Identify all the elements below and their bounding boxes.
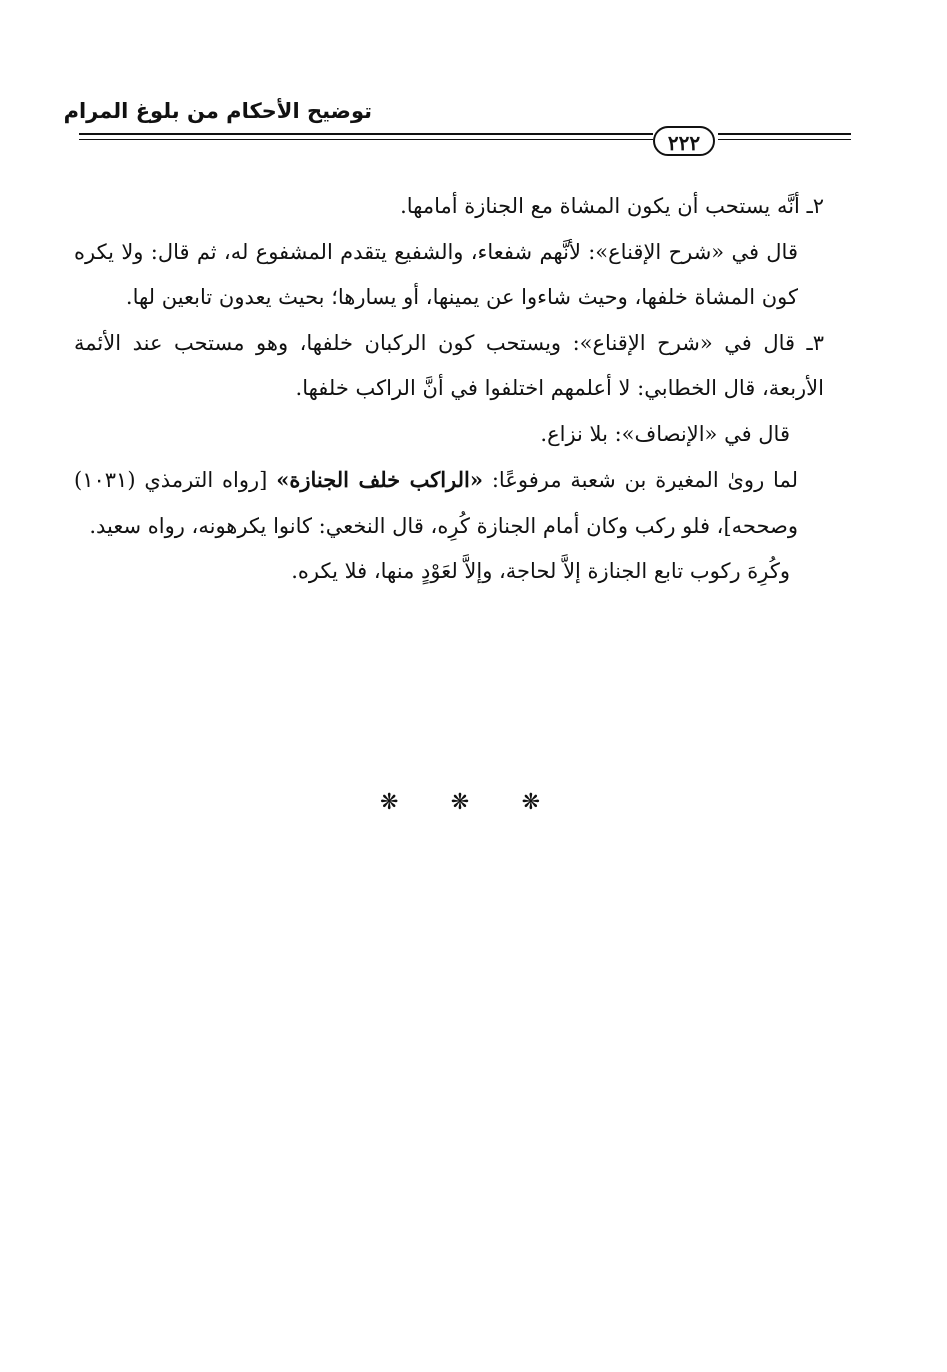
hadith-quote: «الراكب خلف الجنازة»	[276, 467, 484, 492]
separator-star-icon: ❋	[450, 790, 470, 815]
running-header-title: توضيح الأحكام من بلوغ المرام	[63, 99, 372, 123]
header-rule-right-bottom	[718, 139, 851, 140]
paragraph-sharh-iqna-quote: قال في «شرح الإقناع»: لأنَّهم شفعاء، والشفيع يتقدم المشفوع له، ثم قال: ولا يكره كون المشاة خلفها، وحيث شاءوا عن يمينها، أو يسارها؛ بحيث يعدون تابعين لها.	[74, 239, 798, 309]
header-rule-right-top	[718, 133, 851, 135]
paragraph-point-3: ٣ـ قال في «شرح الإقناع»: ويستحب كون الركبان خلفها، وهو مستحب عند الأئمة الأربعة، قال الخطابي: لا أعلمهم اختلفوا في أنَّ الراكب خلفها.	[74, 330, 824, 400]
paragraph-riding-ruling: وكُرِهَ ركوب تابع الجنازة إلاَّ لحاجة، وإلاَّ لعَوْدٍ منها، فلا يكره.	[291, 559, 790, 583]
paragraph-insaf-quote: قال في «الإنصاف»: بلا نزاع.	[540, 421, 790, 446]
section-separator	[380, 788, 540, 818]
page-body	[74, 184, 824, 595]
paragraph-hadith	[74, 457, 824, 549]
header-rule-left-top	[79, 133, 653, 135]
page-number-badge: ٢٢٢	[653, 126, 715, 156]
hadith-intro-text: لما روىٰ المغيرة بن شعبة مرفوعًا:	[483, 468, 798, 492]
hadith-source-text: [رواه الترمذي (١٠٣١) وصححه]، فلو ركب وكان أمام الجنازة كُرِه، قال النخعي: كانوا يكرهونه، رواه سعيد.	[74, 468, 798, 538]
separator-star-icon: ❋	[521, 790, 540, 815]
paragraph-point-2: ٢ـ أنَّه يستحب أن يكون المشاة مع الجنازة أمامها.	[400, 194, 824, 218]
header-rule-left-bottom	[79, 139, 653, 140]
separator-star-icon: ❋	[380, 790, 399, 815]
